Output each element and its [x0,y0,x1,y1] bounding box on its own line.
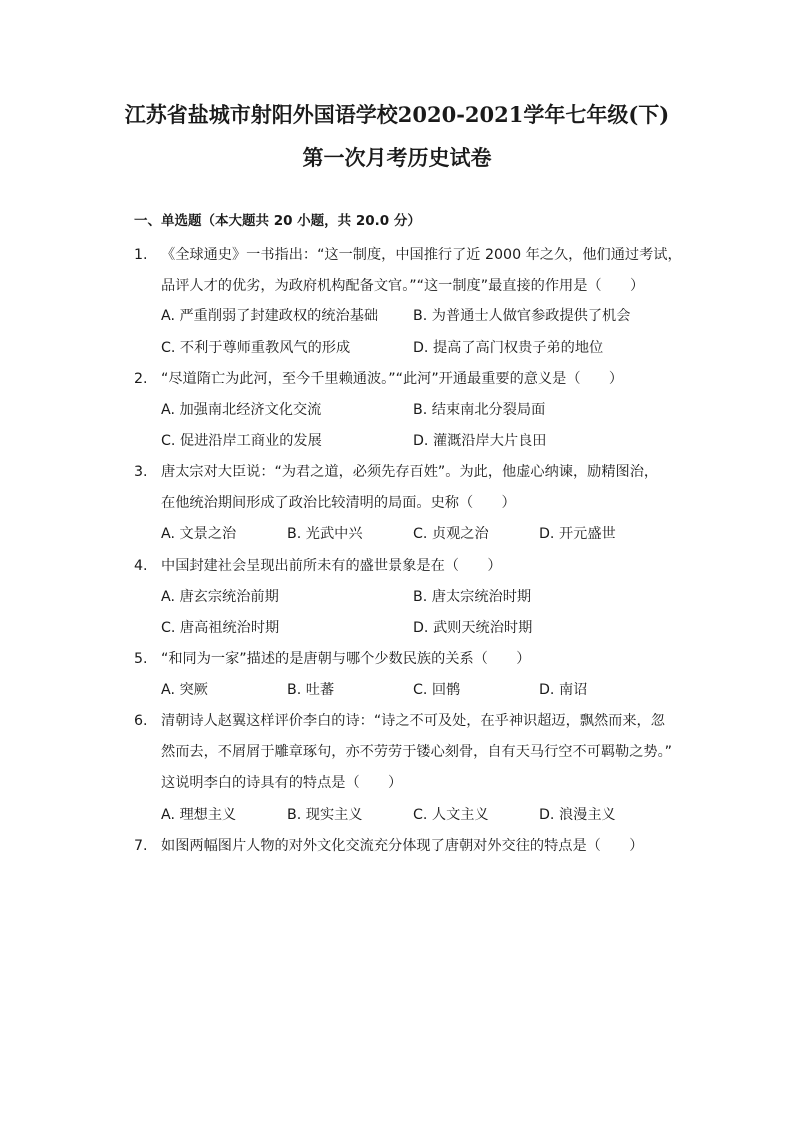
option-c: C. 回鹘 [413,682,461,698]
question-text: 在他统治期间形成了政治比较清明的局面。史称（ ） [161,495,516,511]
question-number: 7. [134,838,148,854]
option-b: B. 为普通士人做官参政提供了机会 [413,308,631,324]
option-c: C. 唐高祖统治时期 [161,620,280,636]
option-a: A. 严重削弱了封建政权的统治基础 [161,308,379,324]
option-c: C. 人文主义 [413,807,489,823]
option-d: D. 灌溉沿岸大片良田 [413,433,547,449]
question-text: 这说明李白的诗具有的特点是（ ） [161,775,403,791]
question-text: 清朝诗人赵翼这样评价李白的诗：“诗之不可及处，在乎神识超迈，飘然而来，忽 [161,713,665,729]
option-b: B. 吐蕃 [287,682,335,698]
option-d: D. 提高了高门权贵子弟的地位 [413,340,604,356]
question-text: “和同为一家”描述的是唐朝与哪个少数民族的关系（ ） [161,651,531,667]
question-text: 如图两幅图片人物的对外文化交流充分体现了唐朝对外交往的特点是（ ） [161,838,644,854]
exam-title-line-2: 第一次月考历史试卷 [302,145,492,170]
option-a: A. 突厥 [161,682,208,698]
option-c: C. 贞观之治 [413,526,489,542]
exam-title-line-1: 江苏省盐城市射阳外国语学校2020-2021学年七年级(下) [124,102,670,127]
option-c: C. 促进沿岸工商业的发展 [161,433,322,449]
question-text: “尽道隋亡为此河，至今千里赖通波。”“此河”开通最重要的意义是（ ） [161,371,624,387]
option-a: A. 唐玄宗统治前期 [161,589,279,605]
option-d: D. 南诏 [539,682,588,698]
section-heading: 一、单选题（本大题共 20 小题，共 20.0 分） [134,213,421,229]
question-number: 5. [134,651,148,667]
option-b: B. 唐太宗统治时期 [413,589,532,605]
option-a: A. 加强南北经济文化交流 [161,402,322,418]
question-number: 2. [134,371,148,387]
question-text: 品评人才的优劣，为政府机构配备文官。”“这一制度”最直接的作用是（ ） [161,278,645,294]
question-number: 6. [134,713,148,729]
option-d: D. 武则天统治时期 [413,620,533,636]
question-text: 然而去，不屑屑于雕章琢句，亦不劳劳于镂心刻骨，自有天马行空不可羁勒之势。” [161,744,673,760]
option-d: D. 开元盛世 [539,526,616,542]
question-text: 《全球通史》一书指出：“这一制度，中国推行了近 2000 年之久，他们通过考试， [161,247,682,263]
question-number: 1. [134,247,148,263]
option-b: B. 现实主义 [287,807,363,823]
question-text: 中国封建社会呈现出前所未有的盛世景象是在（ ） [161,558,502,574]
option-b: B. 结束南北分裂局面 [413,402,546,418]
option-b: B. 光武中兴 [287,526,363,542]
question-text: 唐太宗对大臣说：“为君之道，必须先存百姓”。为此，他虚心纳谏，励精图治， [161,464,659,480]
option-a: A. 理想主义 [161,807,237,823]
option-c: C. 不利于尊师重教风气的形成 [161,340,351,356]
option-d: D. 浪漫主义 [539,807,616,823]
question-number: 4. [134,558,148,574]
question-number: 3. [134,464,148,480]
option-a: A. 文景之治 [161,526,237,542]
